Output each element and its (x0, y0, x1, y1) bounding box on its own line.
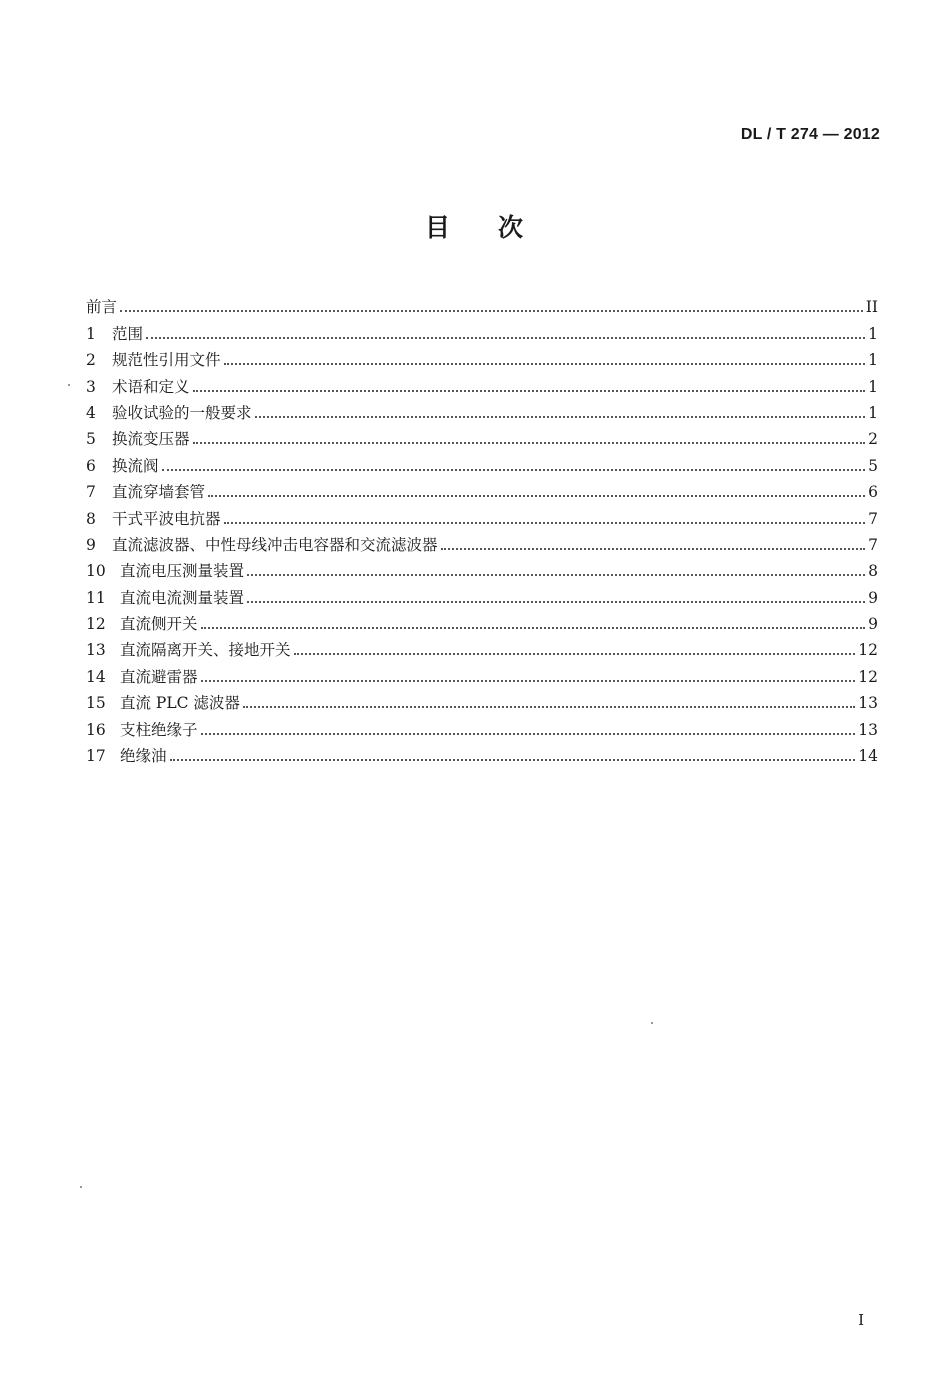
toc-entry-label: 规范性引用文件 (112, 351, 221, 370)
toc-entry-number: 7 (86, 483, 96, 502)
toc-leader-dots (162, 469, 865, 471)
toc-entry-page: 1 (868, 403, 878, 422)
toc-entry-page: 9 (868, 615, 878, 634)
toc-leader-dots (201, 627, 865, 629)
scan-speck (68, 384, 70, 386)
toc-entry-label: 直流隔离开关、接地开关 (120, 641, 291, 660)
toc-entry-foreword[interactable] (86, 290, 878, 316)
toc-entry-page: 7 (868, 509, 878, 528)
toc-entry-7[interactable] (86, 475, 878, 501)
toc-entry-17[interactable] (86, 739, 878, 765)
toc-entry-number: 11 (86, 588, 106, 607)
toc-entry-number: 15 (86, 694, 106, 713)
toc-entry-number: 3 (86, 377, 96, 396)
toc-entry-number: 13 (86, 641, 106, 660)
toc-entry-page: 1 (868, 351, 878, 370)
toc-leader-dots (201, 680, 856, 682)
toc-leader-dots (146, 337, 865, 339)
toc-entry-13[interactable] (86, 633, 878, 659)
toc-entry-number: 16 (86, 720, 106, 739)
toc-entry-number: 6 (86, 456, 96, 475)
toc-entry-16[interactable] (86, 712, 878, 738)
toc-entry-label: 范围 (112, 324, 144, 343)
toc-entry-label: 验收试验的一般要求 (112, 403, 252, 422)
toc-entry-4[interactable] (86, 396, 878, 422)
toc-entry-label: 直流滤波器、中性母线冲击电容器和交流滤波器 (112, 535, 438, 554)
toc-entry-number: 14 (86, 667, 106, 686)
toc-leader-dots (243, 706, 855, 708)
toc-entry-page: 12 (858, 641, 878, 660)
toc-entry-page: 1 (868, 377, 878, 396)
toc-entry-2[interactable] (86, 343, 878, 369)
toc-entry-label: 直流 PLC 滤波器 (120, 694, 240, 713)
toc-entry-label: 干式平波电抗器 (112, 509, 221, 528)
toc-entry-9[interactable] (86, 528, 878, 554)
toc-entry-number: 5 (86, 430, 96, 449)
toc-title-char-2: 次 (498, 213, 526, 242)
toc-title-char-1: 目 (424, 213, 452, 242)
toc-entry-label: 直流穿墙套管 (112, 483, 206, 502)
toc-entry-label: 支柱绝缘子 (120, 720, 198, 739)
toc-leader-dots (441, 548, 865, 550)
toc-entry-label: 前言 (86, 298, 118, 317)
toc-entry-3[interactable] (86, 369, 878, 395)
toc-entry-number: 8 (86, 509, 96, 528)
toc-entry-10[interactable] (86, 554, 878, 580)
toc-leader-dots (224, 522, 865, 524)
toc-entry-label: 换流变压器 (112, 430, 190, 449)
toc-entry-page: 6 (868, 483, 878, 502)
toc-entry-14[interactable] (86, 659, 878, 685)
toc-list (86, 290, 878, 765)
toc-entry-number: 2 (86, 351, 96, 370)
toc-leader-dots (170, 759, 856, 761)
toc-entry-page: 8 (868, 562, 878, 581)
toc-entry-number: 4 (86, 403, 96, 422)
toc-leader-dots (294, 653, 856, 655)
toc-entry-label: 术语和定义 (112, 377, 190, 396)
toc-entry-number: 1 (86, 324, 96, 343)
toc-entry-number: 17 (86, 747, 106, 766)
toc-title (0, 208, 950, 244)
toc-entry-label: 直流电压测量装置 (120, 562, 245, 581)
toc-entry-15[interactable] (86, 686, 878, 712)
toc-leader-dots (120, 310, 863, 312)
toc-entry-12[interactable] (86, 607, 878, 633)
scan-speck (651, 1022, 653, 1024)
document-id: DL / T 274 — 2012 (740, 126, 880, 143)
toc-leader-dots (208, 495, 865, 497)
toc-entry-6[interactable] (86, 448, 878, 474)
toc-leader-dots (201, 733, 856, 735)
toc-entry-page: 7 (868, 535, 878, 554)
toc-entry-1[interactable] (86, 316, 878, 342)
toc-entry-page: 14 (858, 747, 878, 766)
toc-leader-dots (193, 390, 865, 392)
toc-entry-label: 直流电流测量装置 (120, 588, 245, 607)
toc-entry-5[interactable] (86, 422, 878, 448)
toc-entry-number: 9 (86, 535, 96, 554)
toc-leader-dots (247, 601, 865, 603)
toc-entry-page: 1 (868, 324, 878, 343)
toc-entry-page: II (865, 298, 878, 317)
toc-entry-page: 2 (868, 430, 878, 449)
toc-entry-label: 换流阀 (112, 456, 159, 475)
toc-entry-11[interactable] (86, 580, 878, 606)
toc-entry-number: 10 (86, 562, 106, 581)
toc-entry-label: 绝缘油 (120, 747, 167, 766)
toc-entry-label: 直流侧开关 (120, 615, 198, 634)
toc-entry-page: 12 (858, 667, 878, 686)
toc-entry-page: 13 (858, 720, 878, 739)
toc-leader-dots (224, 363, 865, 365)
toc-entry-label: 直流避雷器 (120, 667, 198, 686)
toc-entry-page: 9 (868, 588, 878, 607)
scan-speck (80, 1186, 82, 1188)
toc-entry-page: 5 (868, 456, 878, 475)
page-number: I (858, 1311, 864, 1329)
toc-leader-dots (193, 442, 865, 444)
toc-entry-number: 12 (86, 615, 106, 634)
toc-leader-dots (247, 574, 865, 576)
toc-entry-8[interactable] (86, 501, 878, 527)
toc-leader-dots (255, 416, 865, 418)
toc-entry-page: 13 (858, 694, 878, 713)
